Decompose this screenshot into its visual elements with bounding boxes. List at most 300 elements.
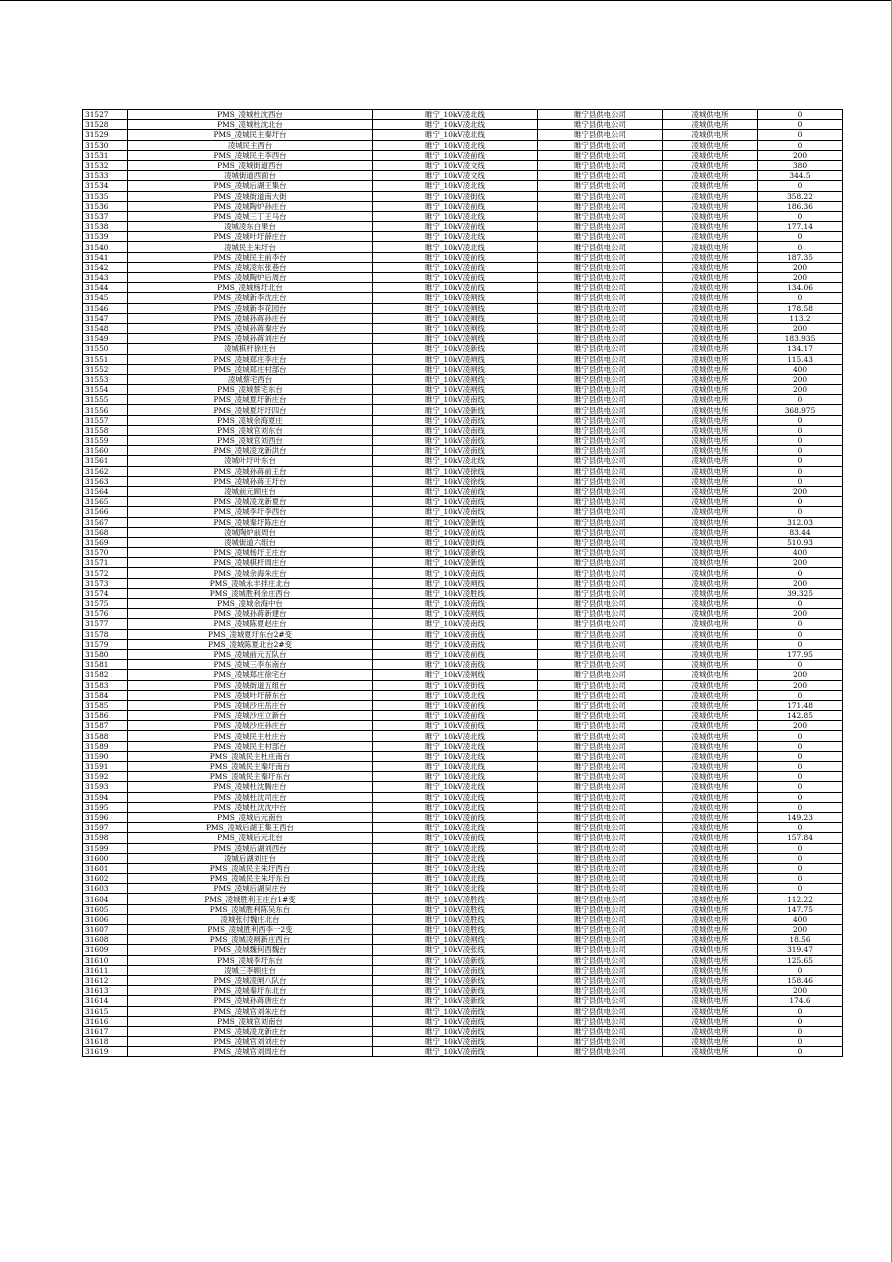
table-row (83, 456, 843, 466)
company-cell: 睢宁县供电公司 (538, 252, 663, 262)
record-id-cell: 31593 (83, 782, 128, 792)
table-row (83, 344, 843, 354)
record-id-cell: 31566 (83, 507, 128, 517)
feeder-line-cell: 睢宁_10kV凌南线 (373, 660, 538, 670)
transformer-name-cell: PMS_凌城胜利王庄台1#变 (128, 894, 373, 904)
table-row (83, 548, 843, 558)
feeder-line-cell: 睢宁_10kV凌北线 (373, 140, 538, 150)
supply-station-cell: 凌城供电所 (663, 639, 758, 649)
record-id-cell: 31534 (83, 181, 128, 191)
transformer-name-cell: PMS_凌城新李花园台 (128, 303, 373, 313)
supply-station-cell: 凌城供电所 (663, 110, 758, 120)
record-id-cell: 31603 (83, 884, 128, 894)
company-cell: 睢宁县供电公司 (538, 405, 663, 415)
company-cell: 睢宁县供电公司 (538, 150, 663, 160)
feeder-line-cell: 睢宁_10kV凌前线 (373, 812, 538, 822)
company-cell: 睢宁县供电公司 (538, 802, 663, 812)
company-cell: 睢宁县供电公司 (538, 935, 663, 945)
feeder-line-cell: 睢宁_10kV凌文线 (373, 171, 538, 181)
supply-station-cell: 凌城供电所 (663, 374, 758, 384)
supply-station-cell: 凌城供电所 (663, 894, 758, 904)
transformer-name-cell: PMS_凌城夏圩圩四台 (128, 405, 373, 415)
transformer-name-cell: PMS_凌城民主秦圩南台 (128, 762, 373, 772)
transformer-name-cell: 凌城三李顾庄台 (128, 965, 373, 975)
transformer-name-cell: PMS_凌城郑庄徐宅台 (128, 670, 373, 680)
value-cell: 200 (758, 986, 843, 996)
table-row (83, 181, 843, 191)
table-row (83, 303, 843, 313)
record-id-cell: 31554 (83, 385, 128, 395)
feeder-line-cell: 睢宁_10kV凌北线 (373, 211, 538, 221)
transformer-name-cell: PMS_凌城陈夏赵庄台 (128, 619, 373, 629)
transformer-name-cell: PMS_凌城凌龙新庄台 (128, 1026, 373, 1036)
value-cell: 200 (758, 273, 843, 283)
record-id-cell: 31615 (83, 1006, 128, 1016)
table-row (83, 782, 843, 792)
value-cell: 0 (758, 772, 843, 782)
transformer-name-cell: PMS_凌城三丁王马台 (128, 211, 373, 221)
supply-station-cell: 凌城供电所 (663, 222, 758, 232)
transformer-name-cell: 凌城街道六组台 (128, 537, 373, 547)
value-cell: 125.65 (758, 955, 843, 965)
feeder-line-cell: 睢宁_10kV凌闸线 (373, 303, 538, 313)
supply-station-cell: 凌城供电所 (663, 171, 758, 181)
record-id-cell: 31567 (83, 517, 128, 527)
value-cell: 200 (758, 486, 843, 496)
company-cell: 睢宁县供电公司 (538, 721, 663, 731)
feeder-line-cell: 睢宁_10kV凌北线 (373, 884, 538, 894)
record-id-cell: 31605 (83, 904, 128, 914)
feeder-line-cell: 睢宁_10kV凌北线 (373, 863, 538, 873)
company-cell: 睢宁县供电公司 (538, 211, 663, 221)
company-cell: 睢宁县供电公司 (538, 609, 663, 619)
company-cell: 睢宁县供电公司 (538, 273, 663, 283)
company-cell: 睢宁县供电公司 (538, 476, 663, 486)
supply-station-cell: 凌城供电所 (663, 599, 758, 609)
feeder-line-cell: 睢宁_10kV凌闸线 (373, 935, 538, 945)
supply-station-cell: 凌城供电所 (663, 283, 758, 293)
company-cell: 睢宁县供电公司 (538, 955, 663, 965)
transformer-name-cell: PMS_凌城街道西台 (128, 160, 373, 170)
supply-station-cell: 凌城供电所 (663, 486, 758, 496)
transformer-name-cell: PMS_凌城郑庄李庄台 (128, 354, 373, 364)
company-cell: 睢宁县供电公司 (538, 507, 663, 517)
company-cell: 睢宁县供电公司 (538, 425, 663, 435)
table-row (83, 639, 843, 649)
feeder-line-cell: 睢宁_10kV凌闸线 (373, 670, 538, 680)
company-cell: 睢宁县供电公司 (538, 1006, 663, 1016)
transformer-name-cell: PMS_凌城凌闸新庄西台 (128, 935, 373, 945)
company-cell: 睢宁县供电公司 (538, 568, 663, 578)
supply-station-cell: 凌城供电所 (663, 293, 758, 303)
supply-station-cell: 凌城供电所 (663, 700, 758, 710)
record-id-cell: 31569 (83, 537, 128, 547)
table-row (83, 619, 843, 629)
table-row (83, 150, 843, 160)
company-cell: 睢宁县供电公司 (538, 466, 663, 476)
transformer-name-cell: PMS_凌城沙庄立新台 (128, 711, 373, 721)
value-cell: 0 (758, 110, 843, 120)
table-row (83, 955, 843, 965)
company-cell: 睢宁县供电公司 (538, 415, 663, 425)
feeder-line-cell: 睢宁_10kV凌南线 (373, 568, 538, 578)
supply-station-cell: 凌城供电所 (663, 996, 758, 1006)
record-id-cell: 31562 (83, 466, 128, 476)
table-row (83, 385, 843, 395)
supply-station-cell: 凌城供电所 (663, 772, 758, 782)
supply-station-cell: 凌城供电所 (663, 1047, 758, 1057)
value-cell: 142.85 (758, 711, 843, 721)
table-row (83, 660, 843, 670)
feeder-line-cell: 睢宁_10kV凌前线 (373, 273, 538, 283)
supply-station-cell: 凌城供电所 (663, 558, 758, 568)
transformer-name-cell: PMS_凌城民主朱圩西台 (128, 863, 373, 873)
transformer-name-cell: 凌城陶炉前周台 (128, 527, 373, 537)
transformer-name-cell: PMS_凌城后湖吴庄台 (128, 884, 373, 894)
supply-station-cell: 凌城供电所 (663, 405, 758, 415)
company-cell: 睢宁县供电公司 (538, 578, 663, 588)
record-id-cell: 31547 (83, 313, 128, 323)
value-cell: 0 (758, 1006, 843, 1016)
supply-station-cell: 凌城供电所 (663, 252, 758, 262)
feeder-line-cell: 睢宁_10kV凌南线 (373, 497, 538, 507)
value-cell: 0 (758, 690, 843, 700)
record-id-cell: 31602 (83, 874, 128, 884)
feeder-line-cell: 睢宁_10kV凌南线 (373, 619, 538, 629)
transformer-name-cell: PMS_凌城杨圩北台 (128, 283, 373, 293)
value-cell: 200 (758, 150, 843, 160)
transformer-name-cell: PMS_凌城蔡宅东台 (128, 385, 373, 395)
value-cell: 0 (758, 823, 843, 833)
feeder-line-cell: 睢宁_10kV凌闸线 (373, 323, 538, 333)
feeder-line-cell: 睢宁_10kV凌闸线 (373, 374, 538, 384)
value-cell: 158.46 (758, 975, 843, 985)
record-id-cell: 31545 (83, 293, 128, 303)
value-cell: 200 (758, 670, 843, 680)
company-cell: 睢宁县供电公司 (538, 762, 663, 772)
transformer-name-cell: PMS_凌城杜沈沈中台 (128, 802, 373, 812)
page-top-rule (0, 0, 892, 1)
supply-station-cell: 凌城供电所 (663, 130, 758, 140)
record-id-cell: 31583 (83, 680, 128, 690)
company-cell: 睢宁县供电公司 (538, 171, 663, 181)
transformer-name-cell: 凌城民主西台 (128, 140, 373, 150)
company-cell: 睢宁县供电公司 (538, 925, 663, 935)
feeder-line-cell: 睢宁_10kV凌前线 (373, 833, 538, 843)
table-row (83, 833, 843, 843)
feeder-line-cell: 睢宁_10kV凌闸线 (373, 364, 538, 374)
value-cell: 0 (758, 211, 843, 221)
transformer-name-cell: 凌城凌东白果台 (128, 222, 373, 232)
transformer-name-cell: PMS_凌城后湖刘西台 (128, 843, 373, 853)
transformer-name-cell: PMS_凌城凌闸八队台 (128, 975, 373, 985)
company-cell: 睢宁县供电公司 (538, 262, 663, 272)
transformer-name-cell: PMS_凌城孙蒋前王台 (128, 466, 373, 476)
feeder-line-cell: 睢宁_10kV凌北线 (373, 874, 538, 884)
value-cell: 0 (758, 741, 843, 751)
value-cell: 0 (758, 619, 843, 629)
company-cell: 睢宁县供电公司 (538, 965, 663, 975)
record-id-cell: 31584 (83, 690, 128, 700)
table-row (83, 110, 843, 120)
value-cell: 149.23 (758, 812, 843, 822)
record-id-cell: 31588 (83, 731, 128, 741)
record-id-cell: 31611 (83, 965, 128, 975)
company-cell: 睢宁县供电公司 (538, 986, 663, 996)
record-id-cell: 31551 (83, 354, 128, 364)
transformer-name-cell: PMS_凌城棋杆周庄台 (128, 558, 373, 568)
supply-station-cell: 凌城供电所 (663, 975, 758, 985)
table-row (83, 446, 843, 456)
company-cell: 睢宁县供电公司 (538, 741, 663, 751)
table-row (83, 486, 843, 496)
supply-station-cell: 凌城供电所 (663, 466, 758, 476)
feeder-line-cell: 睢宁_10kV凌新线 (373, 517, 538, 527)
record-id-cell: 31570 (83, 548, 128, 558)
transformer-name-cell: PMS_凌城孙蒋刘庄台 (128, 334, 373, 344)
transformer-name-cell: PMS_凌城孙蒋孙庄台 (128, 313, 373, 323)
feeder-line-cell: 睢宁_10kV凌张线 (373, 945, 538, 955)
record-id-cell: 31546 (83, 303, 128, 313)
company-cell: 睢宁县供电公司 (538, 680, 663, 690)
transformer-name-cell: PMS_凌城杜沈北台 (128, 120, 373, 130)
table-row (83, 986, 843, 996)
feeder-line-cell: 睢宁_10kV凌新线 (373, 986, 538, 996)
value-cell: 112.22 (758, 894, 843, 904)
company-cell: 睢宁县供电公司 (538, 191, 663, 201)
company-cell: 睢宁县供电公司 (538, 283, 663, 293)
value-cell: 400 (758, 914, 843, 924)
table-row (83, 711, 843, 721)
feeder-line-cell: 睢宁_10kV凌北线 (373, 792, 538, 802)
table-row (83, 262, 843, 272)
table-row (83, 823, 843, 833)
feeder-line-cell: 睢宁_10kV凌南线 (373, 639, 538, 649)
transformer-name-cell: PMS_凌城李圩东台 (128, 955, 373, 965)
value-cell: 200 (758, 680, 843, 690)
value-cell: 400 (758, 364, 843, 374)
record-id-cell: 31610 (83, 955, 128, 965)
supply-station-cell: 凌城供电所 (663, 833, 758, 843)
company-cell: 睢宁县供电公司 (538, 181, 663, 191)
feeder-line-cell: 睢宁_10kV凌闸线 (373, 334, 538, 344)
transformer-name-cell: PMS_凌城沙庄孙庄台 (128, 721, 373, 731)
value-cell: 0 (758, 853, 843, 863)
feeder-line-cell: 睢宁_10kV凌新线 (373, 344, 538, 354)
table-row (83, 843, 843, 853)
value-cell: 200 (758, 385, 843, 395)
transformer-name-cell: PMS_凌城民主前李台 (128, 252, 373, 262)
feeder-line-cell: 睢宁_10kV凌北线 (373, 130, 538, 140)
feeder-line-cell: 睢宁_10kV凌街线 (373, 191, 538, 201)
record-id-cell: 31528 (83, 120, 128, 130)
table-row (83, 1016, 843, 1026)
feeder-line-cell: 睢宁_10kV凌南线 (373, 1037, 538, 1047)
transformer-name-cell: PMS_凌城夏圩新庄台 (128, 395, 373, 405)
company-cell: 睢宁县供电公司 (538, 690, 663, 700)
record-id-cell: 31542 (83, 262, 128, 272)
record-id-cell: 31617 (83, 1026, 128, 1036)
value-cell: 113.2 (758, 313, 843, 323)
table-row (83, 120, 843, 130)
supply-station-cell: 凌城供电所 (663, 792, 758, 802)
value-cell: 358.22 (758, 191, 843, 201)
feeder-line-cell: 睢宁_10kV凌前线 (373, 262, 538, 272)
supply-station-cell: 凌城供电所 (663, 1026, 758, 1036)
supply-station-cell: 凌城供电所 (663, 762, 758, 772)
supply-station-cell: 凌城供电所 (663, 507, 758, 517)
feeder-line-cell: 睢宁_10kV凌南线 (373, 965, 538, 975)
value-cell: 0 (758, 762, 843, 772)
company-cell: 睢宁县供电公司 (538, 874, 663, 884)
table-row (83, 751, 843, 761)
supply-station-cell: 凌城供电所 (663, 344, 758, 354)
feeder-line-cell: 睢宁_10kV凌南线 (373, 395, 538, 405)
supply-station-cell: 凌城供电所 (663, 843, 758, 853)
record-id-cell: 31592 (83, 772, 128, 782)
transformer-name-cell: PMS_凌城街道五组台 (128, 680, 373, 690)
supply-station-cell: 凌城供电所 (663, 680, 758, 690)
record-id-cell: 31561 (83, 456, 128, 466)
value-cell: 312.03 (758, 517, 843, 527)
supply-station-cell: 凌城供电所 (663, 619, 758, 629)
feeder-line-cell: 睢宁_10kV凌前线 (373, 486, 538, 496)
record-id-cell: 31590 (83, 751, 128, 761)
supply-station-cell: 凌城供电所 (663, 649, 758, 659)
record-id-cell: 31559 (83, 436, 128, 446)
feeder-line-cell: 睢宁_10kV凌新线 (373, 558, 538, 568)
supply-station-cell: 凌城供电所 (663, 823, 758, 833)
feeder-line-cell: 睢宁_10kV凌前线 (373, 283, 538, 293)
table-row (83, 242, 843, 252)
supply-station-cell: 凌城供电所 (663, 354, 758, 364)
transformer-name-cell: PMS_凌城余海夏庄 (128, 415, 373, 425)
supply-station-cell: 凌城供电所 (663, 609, 758, 619)
supply-station-cell: 凌城供电所 (663, 456, 758, 466)
transformer-name-cell: PMS_凌城官刘南台 (128, 1016, 373, 1026)
table-row (83, 415, 843, 425)
value-cell: 200 (758, 374, 843, 384)
value-cell: 0 (758, 415, 843, 425)
record-id-cell: 31607 (83, 925, 128, 935)
supply-station-cell: 凌城供电所 (663, 323, 758, 333)
transformer-name-cell: PMS_凌城孙蒋唐庄台 (128, 996, 373, 1006)
value-cell: 0 (758, 446, 843, 456)
company-cell: 睢宁县供电公司 (538, 1037, 663, 1047)
record-id-cell: 31580 (83, 649, 128, 659)
value-cell: 0 (758, 965, 843, 975)
table-row (83, 405, 843, 415)
table-row (83, 334, 843, 344)
transformer-name-cell: 凌城棋杆徐庄台 (128, 344, 373, 354)
feeder-line-cell: 睢宁_10kV凌前线 (373, 649, 538, 659)
record-id-cell: 31558 (83, 425, 128, 435)
transformer-name-cell: PMS_凌城永丰拌庄北台 (128, 578, 373, 588)
record-id-cell: 31568 (83, 527, 128, 537)
feeder-line-cell: 睢宁_10kV凌新线 (373, 548, 538, 558)
record-id-cell: 31594 (83, 792, 128, 802)
value-cell: 200 (758, 323, 843, 333)
value-cell: 0 (758, 660, 843, 670)
transformer-name-cell: PMS_凌城民主杜庄南台 (128, 751, 373, 761)
supply-station-cell: 凌城供电所 (663, 140, 758, 150)
supply-station-cell: 凌城供电所 (663, 1006, 758, 1016)
value-cell: 183.935 (758, 334, 843, 344)
transformer-name-cell: PMS_凌城胜利余庄西台 (128, 588, 373, 598)
record-id-cell: 31601 (83, 863, 128, 873)
record-id-cell: 31586 (83, 711, 128, 721)
transformer-name-cell: PMS_凌城官刘周庄台 (128, 1047, 373, 1057)
table-row (83, 680, 843, 690)
table-row (83, 293, 843, 303)
value-cell: 0 (758, 639, 843, 649)
record-id-cell: 31549 (83, 334, 128, 344)
record-id-cell: 31612 (83, 975, 128, 985)
value-cell: 0 (758, 466, 843, 476)
feeder-line-cell: 睢宁_10kV凌前线 (373, 150, 538, 160)
transformer-name-cell: PMS_凌城街道南大街 (128, 191, 373, 201)
record-id-cell: 31533 (83, 171, 128, 181)
table-row (83, 914, 843, 924)
value-cell: 0 (758, 293, 843, 303)
value-cell: 0 (758, 782, 843, 792)
feeder-line-cell: 睢宁_10kV凌胜线 (373, 904, 538, 914)
record-id-cell: 31563 (83, 476, 128, 486)
value-cell: 171.48 (758, 700, 843, 710)
value-cell: 0 (758, 802, 843, 812)
table-row (83, 568, 843, 578)
value-cell: 0 (758, 476, 843, 486)
supply-station-cell: 凌城供电所 (663, 925, 758, 935)
company-cell: 睢宁县供电公司 (538, 323, 663, 333)
value-cell: 0 (758, 456, 843, 466)
record-id-cell: 31564 (83, 486, 128, 496)
feeder-line-cell: 睢宁_10kV凌北线 (373, 772, 538, 782)
supply-station-cell: 凌城供电所 (663, 955, 758, 965)
table-row (83, 283, 843, 293)
value-cell: 0 (758, 884, 843, 894)
value-cell: 200 (758, 925, 843, 935)
feeder-line-cell: 睢宁_10kV凌文线 (373, 160, 538, 170)
value-cell: 0 (758, 140, 843, 150)
value-cell: 18.56 (758, 935, 843, 945)
record-id-cell: 31573 (83, 578, 128, 588)
value-cell: 200 (758, 578, 843, 588)
feeder-line-cell: 睢宁_10kV凌闸线 (373, 313, 538, 323)
table-row (83, 874, 843, 884)
transformer-name-cell: PMS_凌城民主秦圩台 (128, 130, 373, 140)
record-id-cell: 31578 (83, 629, 128, 639)
record-id-cell: 31527 (83, 110, 128, 120)
table-row (83, 904, 843, 914)
record-id-cell: 31539 (83, 232, 128, 242)
company-cell: 睢宁县供电公司 (538, 558, 663, 568)
value-cell: 368.975 (758, 405, 843, 415)
record-id-cell: 31530 (83, 140, 128, 150)
value-cell: 177.14 (758, 222, 843, 232)
record-id-cell: 31552 (83, 364, 128, 374)
company-cell: 睢宁县供电公司 (538, 130, 663, 140)
table-row (83, 690, 843, 700)
table-row (83, 252, 843, 262)
table-row (83, 140, 843, 150)
feeder-line-cell: 睢宁_10kV凌北线 (373, 232, 538, 242)
transformer-name-cell: PMS_凌城民主秦圩东台 (128, 772, 373, 782)
record-id-cell: 31555 (83, 395, 128, 405)
company-cell: 睢宁县供电公司 (538, 853, 663, 863)
record-id-cell: 31596 (83, 812, 128, 822)
feeder-line-cell: 睢宁_10kV凌新线 (373, 955, 538, 965)
